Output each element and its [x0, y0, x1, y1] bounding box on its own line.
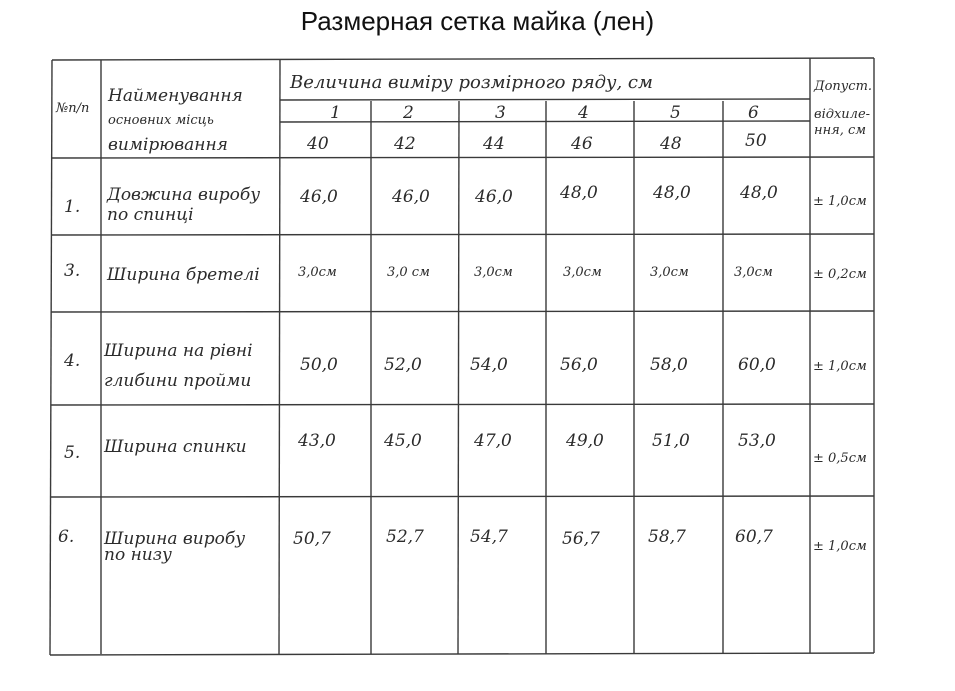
cell-value: 54,7 [470, 527, 508, 547]
size-value: 46 [571, 134, 593, 154]
cell-value: 60,0 [738, 355, 776, 375]
row-name-line1: Ширина виробу [104, 529, 246, 549]
cell-value: 3,0 см [387, 265, 430, 280]
cell-value: 46,0 [475, 187, 513, 207]
cell-value: 47,0 [474, 431, 512, 451]
cell-value: 60,7 [735, 527, 773, 547]
header-name-line2: основних місць [108, 113, 214, 128]
cell-value: 45,0 [384, 431, 422, 451]
tolerance-value: ± 1,0см [813, 194, 867, 209]
size-index: 3 [495, 103, 506, 123]
cell-value: 3,0см [734, 265, 773, 280]
row-number: 4. [64, 351, 81, 371]
cell-value: 51,0 [652, 431, 690, 451]
header-number-label: №п/п [56, 101, 90, 116]
header-name-line1: Найменування [108, 86, 243, 106]
header-tolerance-line2: відхиле- [814, 107, 871, 122]
row-name-line2: по низу [104, 545, 172, 565]
cell-value: 46,0 [300, 187, 338, 207]
row-name-line1: Ширина бретелі [107, 265, 260, 285]
row-name-line2: по спинці [107, 205, 194, 225]
cell-value: 43,0 [298, 431, 336, 451]
cell-value: 3,0см [650, 265, 689, 280]
size-value: 42 [394, 134, 416, 154]
cell-value: 48,0 [560, 183, 598, 203]
cell-value: 58,0 [650, 355, 688, 375]
size-index: 5 [670, 103, 681, 123]
tolerance-value: ± 1,0см [813, 539, 867, 554]
size-value: 48 [660, 134, 682, 154]
table-row [58, 527, 867, 565]
header-measure-label: Величина виміру розмірного ряду, см [290, 72, 653, 93]
row-number: 6. [58, 527, 75, 547]
cell-value: 56,0 [560, 355, 598, 375]
cell-value: 50,7 [293, 529, 331, 549]
cell-value: 54,0 [470, 355, 508, 375]
cell-value: 50,0 [300, 355, 338, 375]
cell-value: 52,7 [386, 527, 424, 547]
size-value: 40 [307, 134, 329, 154]
cell-value: 48,0 [653, 183, 691, 203]
table-row [64, 431, 867, 466]
row-number: 3. [64, 261, 81, 281]
row-name-line1: Ширина на рівні [104, 341, 253, 361]
cell-value: 58,7 [648, 527, 686, 547]
row-number: 5. [64, 443, 81, 463]
cell-value: 48,0 [740, 183, 778, 203]
cell-value: 53,0 [738, 431, 776, 451]
size-value: 44 [483, 134, 505, 154]
table-row [64, 183, 867, 225]
cell-value: 3,0см [298, 265, 337, 280]
tolerance-value: ± 0,5см [813, 451, 867, 466]
cell-value: 52,0 [384, 355, 422, 375]
table-row [63, 341, 867, 391]
header-tolerance-line1: Допуст. [814, 79, 873, 94]
tolerance-value: ± 0,2см [813, 267, 867, 282]
size-index: 4 [578, 103, 589, 123]
cell-value: 46,0 [392, 187, 430, 207]
table-row [64, 261, 867, 285]
tolerance-value: ± 1,0см [813, 359, 867, 374]
page-title: Размерная сетка майка (лен) [300, 6, 655, 36]
header-tolerance-line3: ння, см [814, 123, 867, 138]
row-number: 1. [64, 197, 81, 217]
size-index: 6 [748, 103, 759, 123]
cell-value: 3,0см [563, 265, 602, 280]
size-index: 1 [330, 103, 341, 123]
row-name-line2: глибини пройми [104, 371, 252, 391]
cell-value: 49,0 [566, 431, 604, 451]
size-index: 2 [403, 103, 414, 123]
size-value: 50 [745, 131, 767, 151]
cell-value: 56,7 [562, 529, 600, 549]
header-name-line3: вимірювання [108, 135, 228, 155]
row-name-line1: Ширина спинки [104, 437, 247, 457]
cell-value: 3,0см [474, 265, 513, 280]
row-name-line1: Довжина виробу [107, 185, 261, 205]
